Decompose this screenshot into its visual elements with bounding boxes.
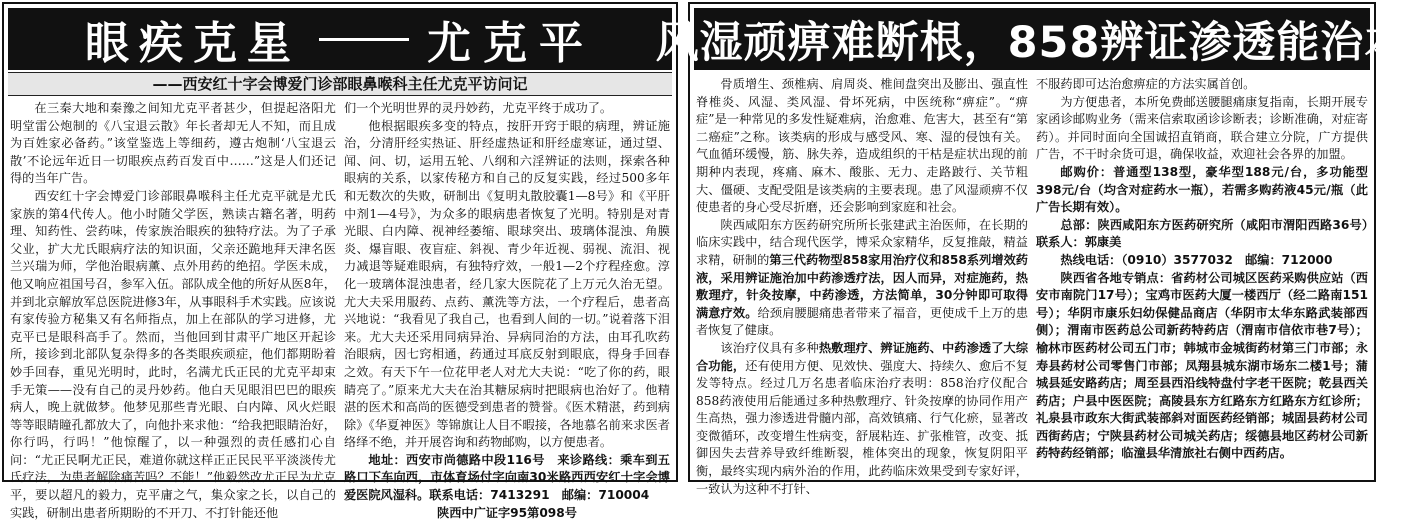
headline: 风湿顽痹难断根，858辨证渗透能治本	[655, 17, 1408, 68]
column-1	[10, 100, 336, 520]
headline-banner	[8, 8, 672, 70]
headline-dash	[319, 38, 409, 41]
highlight-text: 热敷理疗、辨证施药、中药渗透了大综合功能，	[696, 340, 1029, 373]
headline-part-b: 尤克平	[427, 18, 595, 69]
registration-number: 陕西中广证字95第098号	[437, 505, 577, 520]
outlets-list: 陕西省各地专销点：省药材公司城区医药采购供应站（西安市南院门17号）；宝鸡市医药大厦一楼西厅（经二路南151号）；华阴市康乐妇幼保健品商店（华阴市太华东路武装部西侧）；渭南市医药总公司新药特药店（渭南市信依市巷7号）；榆林市医药材公司五门市；韩城市金城街药材第三门市部；永寿县药材公司零售门市部；凤翔县城东湖市场东二楼1号；蒲城县延安路药店；周至县西沿线特盘付字老干医院；乾县西关药店；户县中医医院；高陵县东方红路东方红路东方红诊所；礼泉县市政东大街武装部斜对面医药经销部；城固县药材公司西街药店；宁陕县药材公司城关药店；绥德县地区药材公司新药特药经销部；临潼县华清旅社右侧中西药店。	[1036, 270, 1368, 461]
hotline: 热线电话：（0910）3577032 邮编：712000	[1060, 252, 1333, 267]
paragraph: 为方便患者，本所免费邮送腰腿痛康复指南，长期开展专家函诊邮购业务（需来信索取函诊诊断表；诊断准确，对症寄药）。并同时面向全国诚招直销商，联合建立分院，广方提供广告，不干时余货可退，确保收益，欢迎社会各界的加盟。	[1036, 94, 1368, 162]
column-2	[344, 100, 670, 520]
column-2	[1036, 76, 1368, 474]
article-eye-doctor	[2, 2, 678, 520]
address-block: 地址：西安市尚德路中段116号 来诊路线：乘车到五路口下车向西，市体育场付字向南30米路西西安红十字会博爱医院风湿科。联系电话：7413291 邮编：710004	[344, 452, 670, 503]
text-run: 还有使用方便、见效快、强度大、持续久、愈后不复发等特点。经过几万名患者临床治疗表明：858治疗仪配合858药液使用后能通过多种热敷理疗、针灸按摩的协同作用产生高热，强力渗透进骨髓内部，高效镇痛、行气化瘀，显著改变微循环，改变增生性病变，舒展粘连、扩张椎管，改变、抵御因失去营养导致纤维断裂，椎体突出的现象，恢复阴阳平衡，最终实现内病外治的作用，此药临床效果受到专家好评，一致认为这种不打针、	[696, 358, 1029, 496]
ad-columns	[696, 76, 1368, 496]
paragraph: 骨质增生、颈椎病、肩周炎、椎间盘突出及膨出、强直性脊椎炎、风湿、类风湿、骨坏死病，中医统称“痹症”。“痹症”是一种常见的多发性疑难病，治愈难、危害大，甚至有“第二癌症”之称。该类病的形成与感受风、寒、湿的侵蚀有关。气血循环缓慢，筋、脉失养，造成组织的干枯是症状出现的前期种内表现，疼痛、麻木、酸胀、无力、走路跛行、关节粗大、僵硬、支配受阻是该类病的主要表现。患了风湿顽痹不仅使患者的身心受尽折磨，还会影响到家庭和社会。	[696, 77, 1028, 215]
text-run: 该治疗仪具有多种	[720, 340, 819, 355]
paragraph	[696, 217, 1028, 340]
highlight-text: 第三代药物型858家用治疗仪和858系列增效药液，采用辨证施治加中药渗透疗法，因人而异，对症施药，热敷理疗，针灸按摩，中药渗透，方法简单，30分钟即可取得满意疗效。	[696, 252, 1028, 320]
article-columns	[10, 100, 670, 520]
head-office: 总部：陕西咸阳东方医药研究所（咸阳市渭阳西路36号）联系人：郭康美	[1036, 217, 1368, 250]
paragraph: 他根据眼疾多变的特点，按肝开窍于眼的病理，辨证施治，分清肝经实热证、肝经虚热证和肝经虚寒证，通过望、闻、问、切，运用五轮、八纲和六淫辨证的法则，探索各种眼病的关系，以家传秘方和自己的反复实践，经过500多年和无数次的失败，研制出《复明丸散胶囊1—8号》和《平肝中剂1—4号》，为众多的眼病患者恢复了光明。特别是对青光眼、白内障、视神经萎缩、眼球突出、玻璃体混浊、角膜炎、爆盲眼、夜盲症、斜视、青少年近视、弱视、流泪、视力减退等疑难眼病，有独特疗效，一般1—2个疗程痊愈。淳化一玻璃体混浊患者，经几家大医院花了上万元久治无望。尤大夫采用服药、点药、薰洗等方法，一个疗程后，患者高兴地说：“我看见了我自己，也看到人间的一切。”说着落下泪来。尤大夫还采用同病异治、异病同治的方法，由耳孔吹药治眼病，因七窍相通，药通过耳底反射到眼底，得身手回春之效。有天下午一位花甲老人对尤大夫说：“吃了你的药，眼睛亮了。”原来尤大夫在治其糖尿病时把眼病也治好了。他精湛的医术和高尚的医德受到患者的赞誉。《医术精湛，药到病除》《华夏神医》等锦旗让人目不暇接，各地慕名前来求医者络绎不绝，并开展咨询和药物邮购，以方便患者。	[344, 118, 670, 450]
ad-rheumatism	[655, 2, 1408, 496]
text-run: 陕西咸阳东方医药研究所所长张建武主治医师，在长期的临床实践中，结合现代医学，博采众家精华，反复推敲，精益求精，研制的	[696, 217, 1028, 267]
price-info: 邮购价：普通型138型，豪华型188元/台，多功能型398元/台（均含对症药水一瓶），若需多购药液45元/瓶（此广告长期有效）。	[1036, 164, 1368, 215]
paragraph: 们一个光明世界的灵丹妙药，尤克平终于成功了。	[344, 101, 613, 115]
subtitle: ——西安红十字会博爱门诊部眼鼻喉科主任尤克平访问记	[8, 72, 672, 96]
text-run: 给颈肩腰腿痛患者带来了福音，更使成千上万的患者恢复了健康。	[696, 305, 1029, 338]
paragraph: 不服药即可达治愈痹症的方法实属首创。	[1036, 77, 1256, 91]
headline-banner	[655, 8, 1408, 70]
headline-part-a: 眼疾克星	[85, 18, 301, 69]
paragraph	[696, 340, 1028, 498]
paragraph: 西安红十字会博爱门诊部眼鼻喉科主任尤克平就是尤氏家族的第4代传人。他小时随父学医，熟读古籍名著，明药理、知药性、尝药味，传家族治眼疾的独特疗法。为了子承父业，扩大尤氏眼病疗法的知识面，父亲还跪地拜天津名医兰兴瑞为师，学他治眼病薰、点外用药的绝招。学医未成，他又响应祖国号召，参军入伍。部队成全他的所好从医8年，并到北京解放军总医院进修3年，从事眼科手术实践。应该说有家传验方秘集又有名师指点，加上在部队的学习进修，尤克平已是眼科高手了。然而，当他回到甘肃平广地区开起诊所，接诊到北部队复杂得多的各类眼疾顽症，他们都期盼着妙手回春，重见光明时，此时，名满尤氏正民的尤克平却束手无策——没有自己的灵丹妙药。他白天见眼泪巴巴的眼疾病人，晚上就做梦。他梦见那些青光眼、白内障、风火烂眼等等眼睛瞳孔都放大了，向他扑来求他：“给我把眼睛治好，你行吗，行吗！”他惊醒了，以一种强烈的责任感扪心自问：“尤正民啊尤正民，难道你就这样正正民民平平淡淡传尤氏疗法，为患者解除痛苦吗？不能！”他毅然改尤正民为尤克平，要以超凡的毅力，克平庸之气，集众家之长，以自己的实践，研制出患者所期盼的不开刀、不打针能还他	[10, 188, 336, 520]
paragraph: 在三秦大地和秦豫之间知尤克平者甚少，但提起洛阳尤明堂雷公炮制的《八宝退云散》年长者却无人不知，而且成为百姓家必备药。”该堂鉴选上等细药，遵古炮制‘八宝退云散’不论远年近日一切眼疾点药百发百中……”这是人们还记得的当年广告。	[10, 101, 336, 186]
column-1	[696, 76, 1029, 496]
